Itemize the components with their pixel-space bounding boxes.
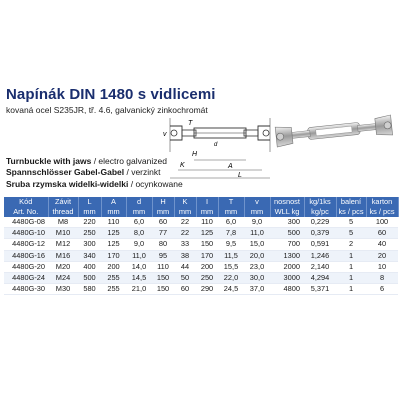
column-header: mm [101,207,126,217]
table-cell: 37,0 [244,284,270,295]
table-row [4,217,398,228]
column-header: mm [196,207,218,217]
table-cell: 11,5 [218,250,244,261]
table-cell: 21,0 [126,284,152,295]
column-header: thread [48,207,78,217]
column-header: v [244,197,270,207]
table-cell: M10 [48,228,78,239]
table-cell: 80 [152,239,174,250]
table-row [4,239,398,250]
table-cell: 33 [174,239,196,250]
table-row [4,250,398,261]
table-cell: 24,5 [218,284,244,295]
column-header: A [101,197,126,207]
label-a: A [228,163,233,170]
table-cell: 2000 [270,261,304,272]
table-cell: 200 [196,261,218,272]
table-cell: 7,8 [218,228,244,239]
table-cell: 20 [366,250,398,261]
table-cell: 0,591 [304,239,336,250]
column-header: balení [336,197,366,207]
table-cell: 23,0 [244,261,270,272]
label-h: H [192,151,198,158]
table-cell: 77 [152,228,174,239]
table-cell: 1 [336,261,366,272]
table-cell: 5 [336,228,366,239]
table-cell: 4800 [270,284,304,295]
table-cell: 0,229 [304,217,336,228]
table-cell: 4480G-24 [4,273,48,284]
table-cell: 0,379 [304,228,336,239]
table-cell: 1 [336,250,366,261]
table-cell: 6,0 [218,217,244,228]
table-row [4,273,398,284]
table-cell: 11,0 [126,250,152,261]
table-cell: 290 [196,284,218,295]
table-cell: 500 [270,228,304,239]
column-header: mm [126,207,152,217]
table-cell: 15,0 [244,239,270,250]
table-cell: 8,0 [126,228,152,239]
language-row-de: Spannschlösser Gabel-Gabel / verzinkt [6,167,161,178]
table-cell: M20 [48,261,78,272]
table-header-row [4,207,398,217]
table-cell: M24 [48,273,78,284]
table-cell: 22 [174,228,196,239]
table-cell: M8 [48,217,78,228]
table-cell: 110 [196,217,218,228]
column-header: Závit [48,197,78,207]
label-v: v [163,131,167,138]
label-t: T [188,120,193,127]
language-descriptions [6,156,183,190]
table-row [4,261,398,272]
table-cell: 4480G-08 [4,217,48,228]
table-header-row [4,197,398,207]
table-cell: 170 [196,250,218,261]
column-header: mm [78,207,101,217]
table-cell: 6,0 [126,217,152,228]
table-cell: 22,0 [218,273,244,284]
table-cell: 1300 [270,250,304,261]
column-header: mm [174,207,196,217]
table-row [4,284,398,295]
table-cell: 2 [336,239,366,250]
column-header: K [174,197,196,207]
table-cell: 5,371 [304,284,336,295]
table-cell: 60 [174,284,196,295]
column-header: WLL kg [270,207,304,217]
table-cell: 500 [78,273,101,284]
table-cell: 125 [101,228,126,239]
column-header: mm [152,207,174,217]
table-cell: 9,0 [244,217,270,228]
column-header: H [152,197,174,207]
table-cell: 700 [270,239,304,250]
table-cell: 40 [366,239,398,250]
table-cell: 250 [196,273,218,284]
column-header: ks / pcs [336,207,366,217]
label-l: L [238,172,242,179]
language-desc: ocynkowane [135,178,183,189]
table-cell: 60 [366,228,398,239]
label-d: d [214,142,218,148]
table-cell: 3000 [270,273,304,284]
table-cell: 14,0 [126,261,152,272]
table-cell: 110 [101,217,126,228]
table-cell: 150 [152,284,174,295]
column-header: L [78,197,101,207]
table-cell: 150 [152,273,174,284]
table-cell: 100 [366,217,398,228]
table-cell: 4480G-16 [4,250,48,261]
language-desc: verzinkt [131,167,161,178]
table-cell: 4,294 [304,273,336,284]
table-cell: 14,5 [126,273,152,284]
language-name: Turnbuckle with jaws [6,156,92,166]
table-cell: 50 [174,273,196,284]
turnbuckle-photo-icon [272,109,396,155]
language-name: Spannschlösser Gabel-Gabel [6,167,125,178]
table-cell: 150 [196,239,218,250]
table-cell: 4480G-30 [4,284,48,295]
column-header: mm [218,207,244,217]
column-header: T [218,197,244,207]
table-cell: 170 [101,250,126,261]
table-cell: 580 [78,284,101,295]
column-header: d [126,197,152,207]
column-header: karton [366,197,398,207]
spec-table [4,197,399,295]
language-row-pl: Sruba rzymska widelki-widelki / ocynkowane [6,178,183,189]
table-cell: 11,0 [244,228,270,239]
column-header: Art. No. [4,207,48,217]
language-row-en: Turnbuckle with jaws / electro galvanized [6,156,167,166]
table-cell: 1 [336,273,366,284]
table-cell: 22 [174,217,196,228]
language-name: Sruba rzymska widelki-widelki [6,178,129,189]
language-desc: electro galvanized [98,156,167,166]
table-cell: M16 [48,250,78,261]
column-header: kg/pc [304,207,336,217]
table-cell: 300 [270,217,304,228]
table-cell: 44 [174,261,196,272]
table-cell: 300 [78,239,101,250]
table-cell: 9,5 [218,239,244,250]
table-cell: 250 [78,228,101,239]
table-cell: 110 [152,261,174,272]
column-header: nosnost [270,197,304,207]
table-cell: 255 [101,273,126,284]
product-subtitle: kovaná ocel S235JR, tř. 4.6, galvanický zinkochromát [6,105,208,115]
table-cell: 200 [101,261,126,272]
table-cell: 38 [174,250,196,261]
table-cell: 6 [366,284,398,295]
table-cell: 4480G-20 [4,261,48,272]
table-cell: 9,0 [126,239,152,250]
table-cell: 15,5 [218,261,244,272]
table-cell: 5 [336,217,366,228]
column-header: mm [244,207,270,217]
table-cell: 1 [336,284,366,295]
table-cell: 1,246 [304,250,336,261]
table-cell: 30,0 [244,273,270,284]
table-cell: 400 [78,261,101,272]
label-k: K [180,162,185,169]
table-cell: 4480G-10 [4,228,48,239]
table-cell: 255 [101,284,126,295]
table-cell: 8 [366,273,398,284]
table-cell: M12 [48,239,78,250]
table-cell: 125 [101,239,126,250]
table-cell: M30 [48,284,78,295]
product-title: Napínák DIN 1480 s vidlicemi [6,86,216,103]
table-cell: 60 [152,217,174,228]
table-cell: 340 [78,250,101,261]
table-cell: 4480G-12 [4,239,48,250]
column-header: ks / pcs [366,207,398,217]
table-row [4,228,398,239]
table-cell: 2,140 [304,261,336,272]
column-header: kg/1ks [304,197,336,207]
table-cell: 220 [78,217,101,228]
table-cell: 10 [366,261,398,272]
table-cell: 20,0 [244,250,270,261]
column-header: I [196,197,218,207]
column-header: Kód [4,197,48,207]
table-cell: 125 [196,228,218,239]
table-cell: 95 [152,250,174,261]
